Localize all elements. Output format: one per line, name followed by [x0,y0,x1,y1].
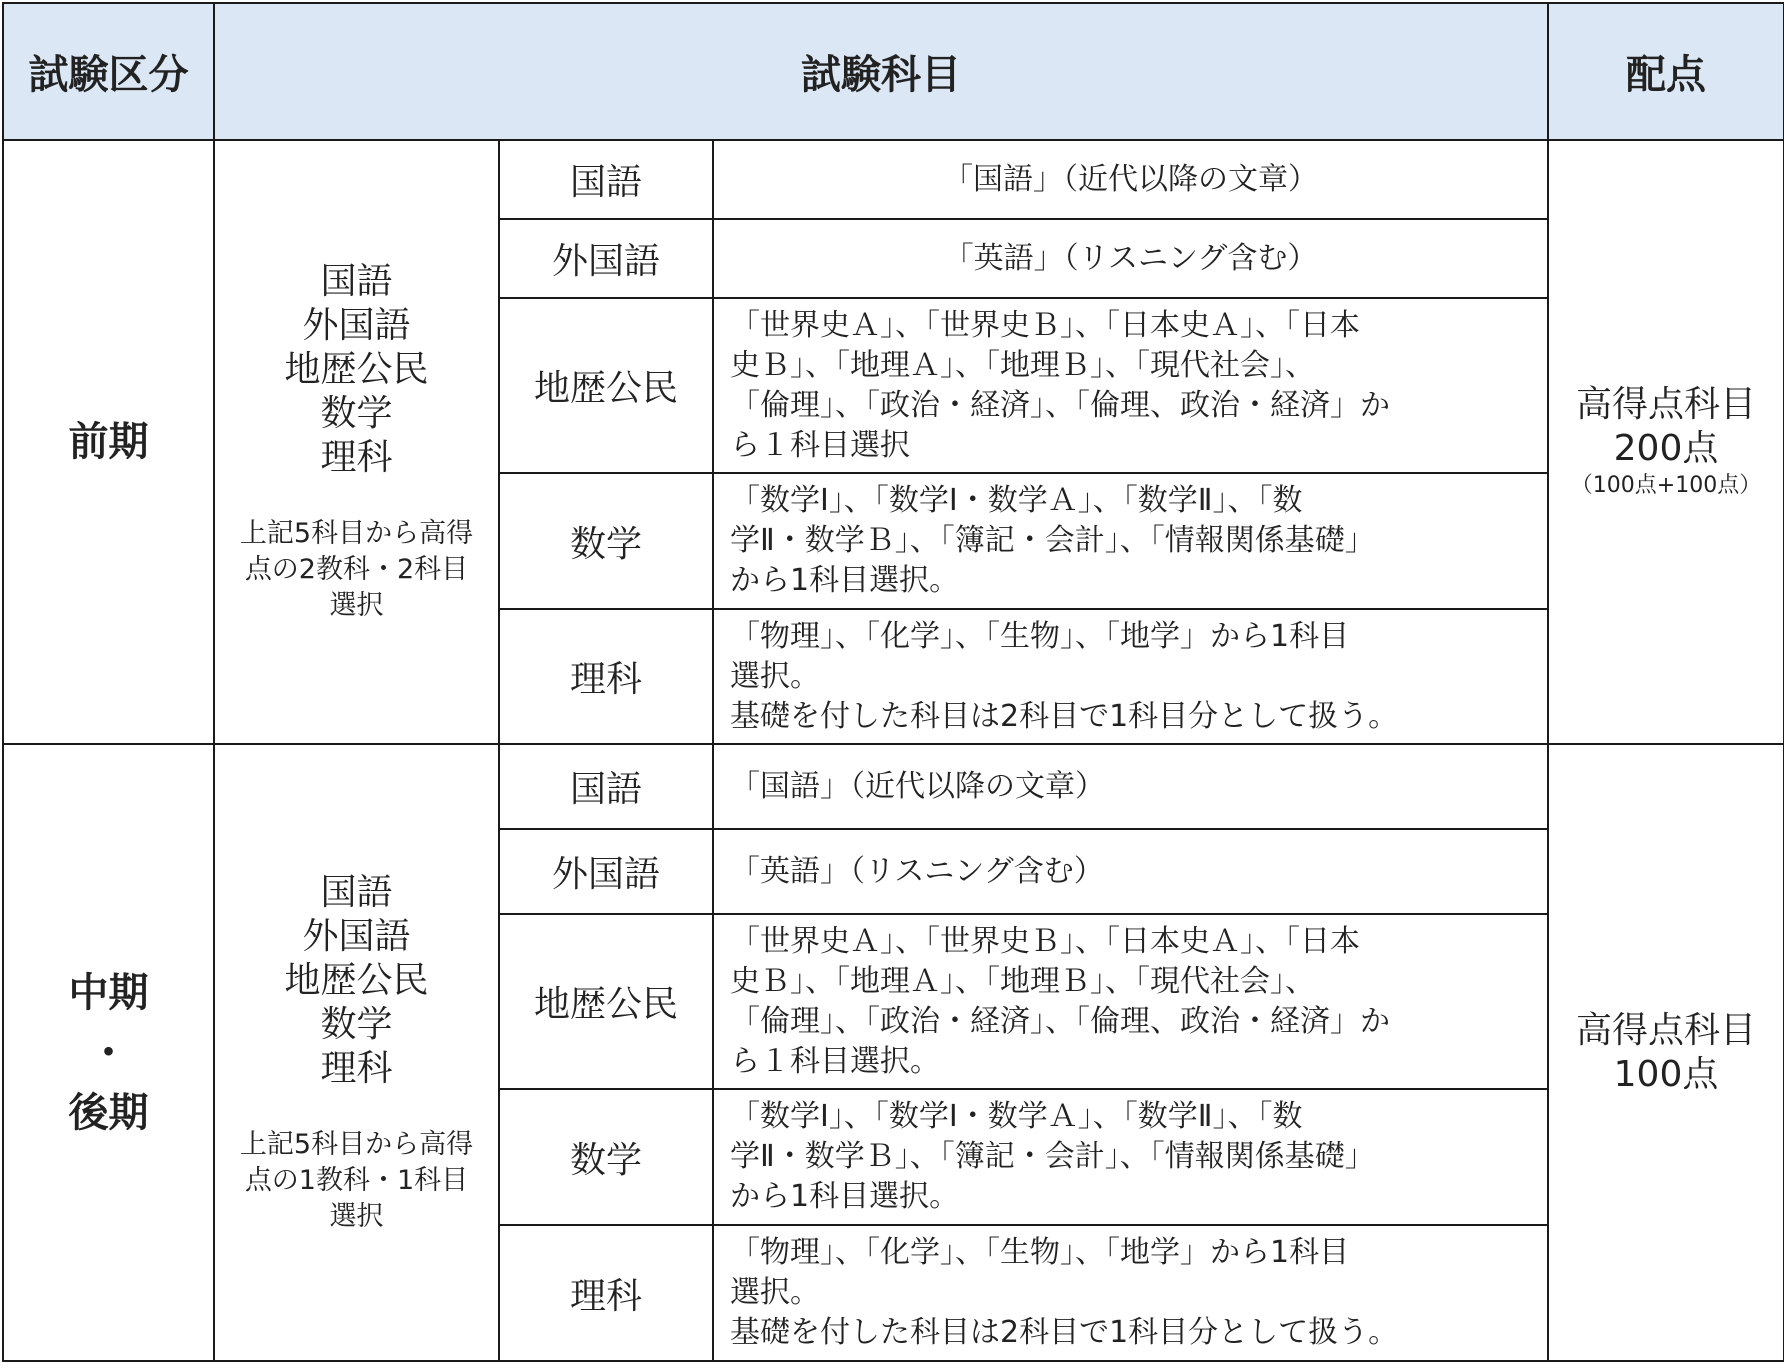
subject-name: 地歴公民 [499,914,713,1089]
period-label: 中期 [68,969,149,1016]
detail-line: 選択。 [730,1275,820,1310]
subject-detail [713,219,1548,298]
detail-line: 「世界史Ａ」、「世界史Ｂ」、「日本史Ａ」、「日本 [730,923,1360,959]
detail-line: から1科目選択。 [730,563,960,598]
detail-line: ら１科目選択。 [730,1043,940,1079]
detail-line: 「物理」、「化学」、「生物」、「地学」から1科目 [730,618,1350,654]
detail-line: 「倫理」、「政治・経済」、「倫理、政治・経済」か [730,1003,1390,1039]
detail-line: 「国語」（近代以降の文章） [943,161,1318,197]
header-subjects: 試験科目 [214,3,1548,140]
subject-detail [713,1089,1548,1225]
subject-group-list [215,260,498,480]
detail-line: 「世界史Ａ」、「世界史Ｂ」、「日本史Ａ」、「日本 [730,307,1360,343]
header-row [3,3,1784,140]
group-item: 地歴公民 [284,349,429,390]
detail-line: 「倫理」、「政治・経済」、「倫理、政治・経済」か [730,387,1390,423]
subject-name: 理科 [499,609,713,744]
subject-name: 外国語 [499,829,713,914]
selection-note: 上記5科目から高得点の1教科・1科目選択 [239,1128,474,1232]
group-item: 数学 [320,1003,393,1045]
period-cell [3,140,214,744]
subject-name: 理科 [499,1225,713,1361]
header-points: 配点 [1548,3,1784,140]
subject-group-cell [214,140,499,744]
detail-line: 史Ｂ」、「地理Ａ」、「地理Ｂ」、「現代社会」、 [730,347,1315,383]
subject-detail [713,744,1548,829]
period-label: 前期 [68,419,149,465]
group-item: 外国語 [302,915,411,957]
subject-name: 国語 [499,140,713,219]
table-row [3,140,1784,219]
subject-detail [713,914,1548,1089]
subject-detail [713,609,1548,744]
score-breakdown: （100点+100点） [1570,473,1762,498]
subject-name: 地歴公民 [499,298,713,473]
subject-name: 数学 [499,473,713,609]
subject-group-cell [214,744,499,1361]
score-cell [1548,140,1784,744]
detail-line: 「物理」、「化学」、「生物」、「地学」から1科目 [730,1235,1350,1270]
detail-line: 基礎を付した科目は2科目で1科目分として扱う。 [730,698,1399,734]
group-item: 外国語 [302,305,411,346]
group-item: 国語 [320,261,393,302]
exam-table [2,2,1784,1362]
subject-name: 国語 [499,744,713,829]
detail-line: 「数学Ⅰ」、「数学Ⅰ・数学Ａ」、「数学Ⅱ」、「数 [730,1099,1303,1134]
group-item: 理科 [320,437,393,478]
period-label: 後期 [68,1089,149,1136]
detail-line: ら１科目選択 [730,427,910,463]
detail-line: 「英語」（リスニング含む） [730,853,1104,889]
subject-name: 外国語 [499,219,713,298]
detail-line: 学Ⅱ・数学Ｂ」、「簿記・会計」、「情報関係基礎」 [730,523,1375,558]
detail-line: 基礎を付した科目は2科目で1科目分として扱う。 [730,1315,1399,1350]
period-separator: ・ [88,1029,129,1076]
group-item: 地歴公民 [284,959,429,1001]
detail-line: 史Ｂ」、「地理Ａ」、「地理Ｂ」、「現代社会」、 [730,963,1315,999]
detail-line: 「数学Ⅰ」、「数学Ⅰ・数学Ａ」、「数学Ⅱ」、「数 [730,483,1303,518]
subject-detail [713,829,1548,914]
group-item: 国語 [320,871,393,913]
score-value: 100点 [1613,1053,1719,1095]
detail-line: 学Ⅱ・数学Ｂ」、「簿記・会計」、「情報関係基礎」 [730,1139,1375,1174]
table-row [3,744,1784,829]
score-label: 高得点科目 [1575,384,1756,425]
selection-note: 上記5科目から高得点の2教科・2科目選択 [239,518,474,621]
group-item: 数学 [320,393,393,434]
detail-line: から1科目選択。 [730,1179,960,1214]
subject-detail [713,298,1548,473]
subject-detail [713,1225,1548,1361]
score-cell [1548,744,1784,1361]
detail-line: 「英語」（リスニング含む） [943,240,1318,276]
period-cell [3,744,214,1361]
detail-line: 選択。 [730,658,820,694]
subject-group-list [215,871,498,1091]
detail-line: 「国語」（近代以降の文章） [730,768,1105,804]
score-value: 200点 [1613,428,1719,469]
subject-name: 数学 [499,1089,713,1225]
subject-detail [713,473,1548,609]
header-category: 試験区分 [3,3,214,140]
group-item: 理科 [320,1047,393,1089]
subject-detail [713,140,1548,219]
score-label: 高得点科目 [1575,1009,1756,1051]
